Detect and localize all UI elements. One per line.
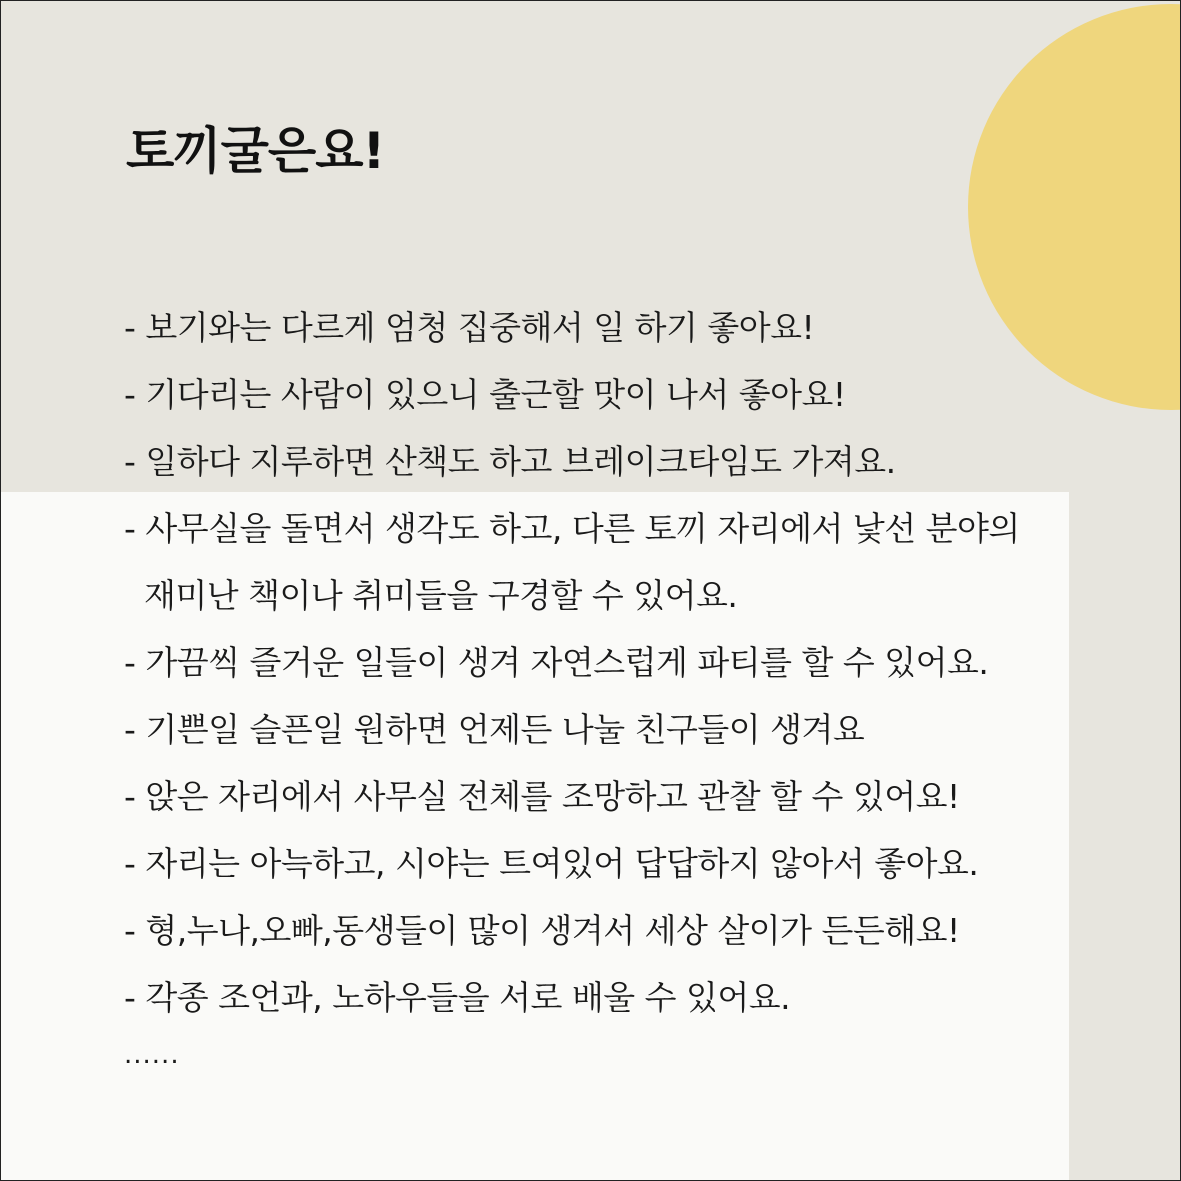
ellipsis-text: ...... — [124, 1040, 180, 1070]
list-item: - 보기와는 다르게 엄청 집중해서 일 하기 좋아요! — [124, 308, 815, 347]
list-item: - 일하다 지루하면 산책도 하고 브레이크타임도 가져요. — [124, 442, 896, 481]
list-item: - 기쁜일 슬픈일 원하면 언제든 나눌 친구들이 생겨요 — [124, 710, 865, 749]
list-item: - 사무실을 돌면서 생각도 하고, 다른 토끼 자리에서 낯선 분야의 — [124, 509, 1020, 548]
list-item: - 가끔씩 즐거운 일들이 생겨 자연스럽게 파티를 할 수 있어요. — [124, 643, 989, 682]
page-title: 토끼굴은요! — [126, 122, 385, 180]
benefit-list — [124, 304, 1020, 1041]
list-item: - 형,누나,오빠,동생들이 많이 생겨서 세상 살이가 든든해요! — [124, 911, 960, 950]
list-item: - 각종 조언과, 노하우들을 서로 배울 수 있어요. — [124, 978, 791, 1017]
list-item: - 앉은 자리에서 사무실 전체를 조망하고 관찰 할 수 있어요! — [124, 777, 960, 816]
list-item: - 자리는 아늑하고, 시야는 트여있어 답답하지 않아서 좋아요. — [124, 844, 979, 883]
list-item-continuation: 재미난 책이나 취미들을 구경할 수 있어요. — [124, 576, 738, 615]
list-item: - 기다리는 사람이 있으니 출근할 맛이 나서 좋아요! — [124, 375, 846, 414]
